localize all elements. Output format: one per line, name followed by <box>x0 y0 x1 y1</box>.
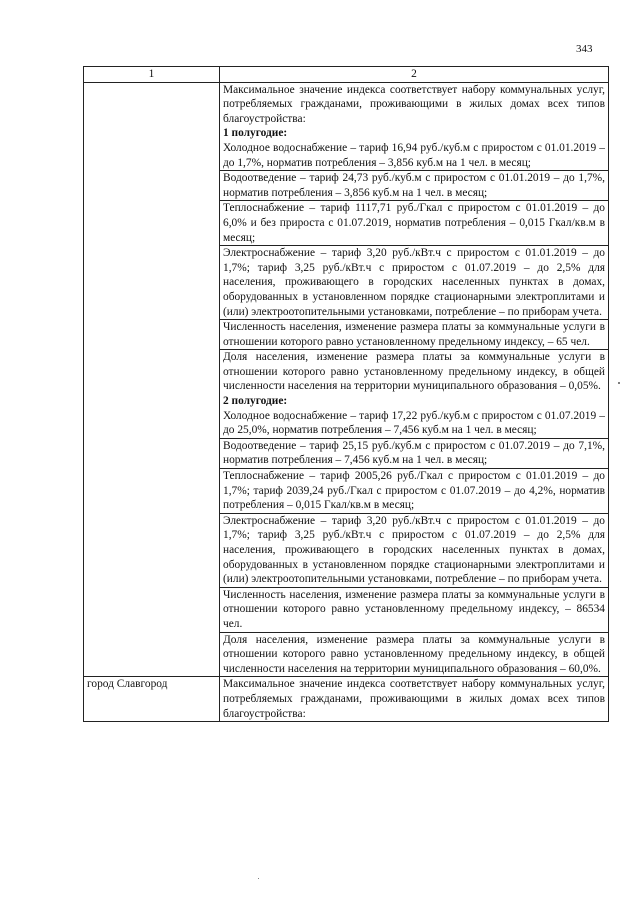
population-text: Численность населения, изменение размера платы за коммунальные услуги в отношении которого равно установленному предельному индексу, – 65 чел. <box>220 319 608 349</box>
municipality-cell: город Славгород <box>84 677 220 722</box>
heating-text: Теплоснабжение – тариф 2005,26 руб./Гкал с приростом с 01.01.2019 – до 1,7%; тариф 2039,24 руб./Гкал с приростом с 01.07.2019 – до 4,2%, норматив потребления – 0,015 Гкал/кв.м в месяц; <box>220 468 608 513</box>
page-number: 343 <box>576 43 593 55</box>
column-header-2: 2 <box>220 67 609 83</box>
scan-speck <box>618 382 620 384</box>
population-text: Численность населения, изменение размера платы за коммунальные услуги в отношении которого равно установленному предельному индексу, – 86534 чел. <box>220 587 608 632</box>
description-cell <box>220 677 609 722</box>
cold-water-text: Холодное водоснабжение – тариф 17,22 руб./куб.м с приростом с 01.07.2019 – до 25,0%, норматив потребления – 7,456 куб.м на 1 чел. в месяц; <box>223 409 605 437</box>
population-share-text: Доля населения, изменение размера платы за коммунальные услуги в отношении которого равно установленному предельному индексу, в общей численности населения на территории муниципального образования – 60,0%. <box>220 632 608 677</box>
municipality-cell <box>84 82 220 677</box>
scan-speck <box>258 878 259 879</box>
tariff-table <box>83 66 609 722</box>
table-row <box>84 82 609 677</box>
cold-water-text: Холодное водоснабжение – тариф 16,94 руб./куб.м с приростом с 01.01.2019 – до 1,7%, норматив потребления – 3,856 куб.м на 1 чел. в месяц; <box>223 141 605 169</box>
description-cell <box>220 82 609 677</box>
electricity-text: Электроснабжение – тариф 3,20 руб./кВт.ч с приростом с 01.01.2019 – до 1,7%; тариф 3,25 руб./кВт.ч с приростом с 01.07.2019 – до 2,5% для населения, проживающего в городских населенных пунктах в домах, оборудованных в установленном порядке стационарными электроплитами и (или) электроотопительными установками, потребление – по приборам учета. <box>220 513 608 587</box>
column-header-1: 1 <box>84 67 220 83</box>
table-header-row <box>84 67 609 83</box>
heating-text: Теплоснабжение – тариф 1117,71 руб./Гкал с приростом с 01.01.2019 – до 6,0% и без прироста с 01.07.2019, норматив потребления – 0,015 Гкал/кв.м в месяц; <box>220 200 608 245</box>
table-row <box>84 677 609 722</box>
drainage-text: Водоотведение – тариф 25,15 руб./куб.м с приростом с 01.07.2019 – до 7,1%, норматив потребления – 7,456 куб.м на 1 чел. в месяц; <box>220 438 608 468</box>
drainage-text: Водоотведение – тариф 24,73 руб./куб.м с приростом с 01.01.2019 – до 1,7%, норматив потребления – 3,856 куб.м на 1 чел. в месяц; <box>220 170 608 200</box>
population-share-text: Доля населения, изменение размера платы за коммунальные услуги в отношении которого равно установленному предельному индексу, в общей численности населения на территории муниципального образования – 0,05%. <box>220 349 608 394</box>
electricity-text: Электроснабжение – тариф 3,20 руб./кВт.ч с приростом с 01.01.2019 – до 1,7%; тариф 3,25 руб./кВт.ч с приростом с 01.07.2019 – до 2,5% для населения, проживающего в городских населенных пунктах в домах, оборудованных в установленном порядке стационарными электроплитами и (или) электроотопительными установками, потребление – по приборам учета. <box>220 245 608 319</box>
intro-text: Максимальное значение индекса соответствует набору коммунальных услуг, потребляемых гражданами, проживающими в жилых домах всех типов благоустройства: <box>223 678 605 720</box>
half-year-2-heading: 2 полугодие: <box>223 395 288 408</box>
intro-text: Максимальное значение индекса соответствует набору коммунальных услуг, потребляемых гражданами, проживающими в жилых домах всех типов благоустройства: <box>223 83 605 125</box>
half-year-1-heading: 1 полугодие: <box>223 127 288 140</box>
